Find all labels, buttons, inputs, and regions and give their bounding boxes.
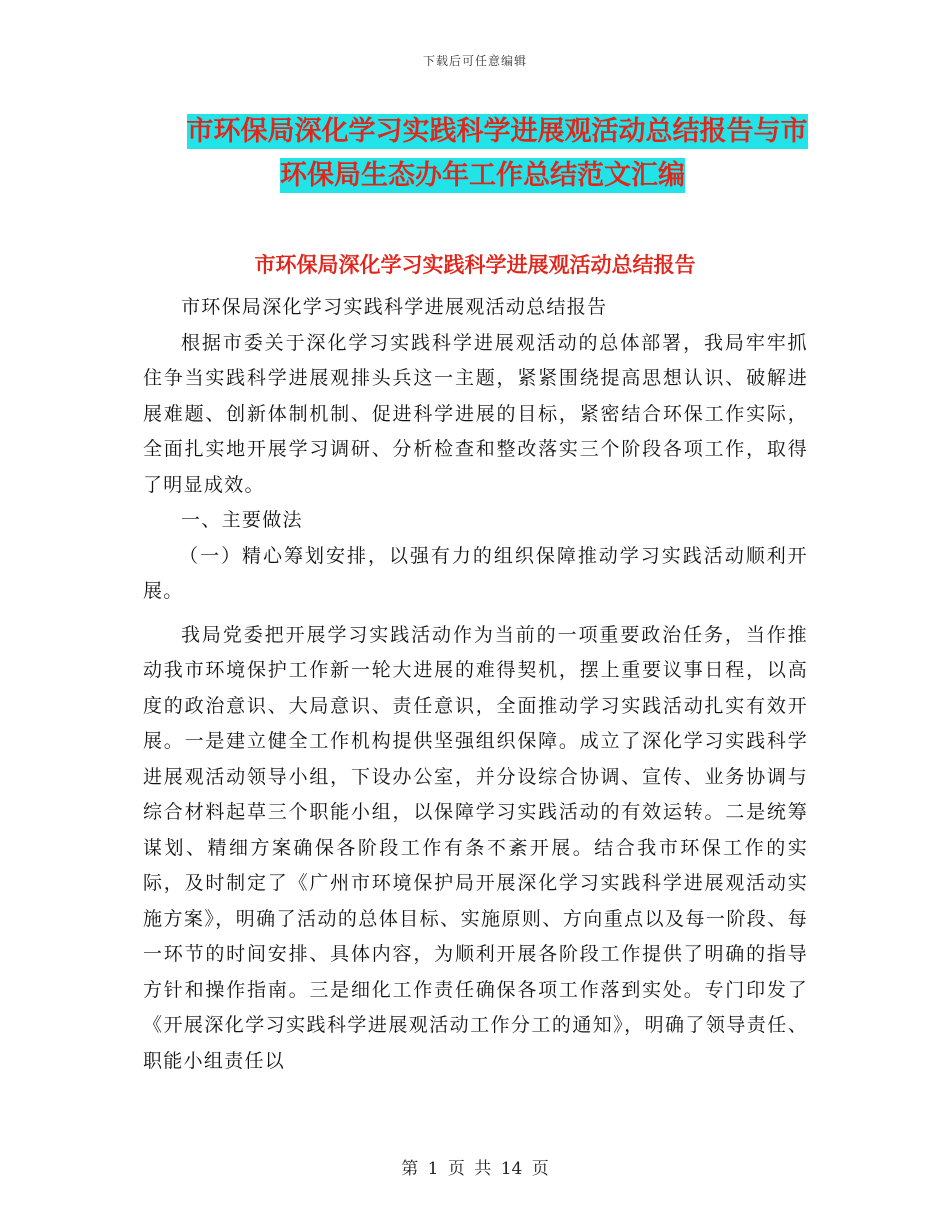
document-title-line-2 [0, 156, 950, 196]
page-header-note: 下载后可任意编辑 [422, 54, 527, 68]
paragraph-intro: 根据市委关于深化学习实践科学进展观活动的总体部署，我局牢牢抓住争当实践科学进展观排头兵这一主题，紧紧围绕提高思想认识、破解进展难题、创新体制机制、促进科学进展的目标，紧密结合环保工作实际，全面扎实地开展学习调研、分析检查和整改落实三个阶段各项工作，取得了明显成效。 [143, 331, 808, 496]
document-title-line-1-text: 市环保局深化学习实践科学进展观活动总结报告与市 [186, 116, 808, 147]
document-title-line-2-text: 环保局生态办年工作总结范文汇编 [280, 160, 685, 191]
paragraph-report-name: 市环保局深化学习实践科学进展观活动总结报告 [181, 296, 608, 318]
section-title: 市环保局深化学习实践科学进展观活动总结报告 [254, 253, 696, 277]
document-title-line-1 [0, 112, 950, 152]
paragraph-subheading-1: （一）精心筹划安排，以强有力的组织保障推动学习实践活动顺利开展。 [143, 544, 808, 602]
paragraph-body-1: 我局党委把开展学习实践活动作为当前的一项重要政治任务，当作推动我市环境保护工作新一轮大进展的难得契机，摆上重要议事日程，以高度的政治意识、大局意识、责任意识，全面推动学习实践活动扎实有效开展。一是建立健全工作机构提供坚强组织保障。成立了深化学习实践科学进展观活动领导小组，下设办公室，并分设综合协调、宣传、业务协调与综合材料起草三个职能小组，以保障学习实践活动的有效运转。二是统筹谋划、精细方案确保各阶段工作有条不紊开展。结合我市环保工作的实际，及时制定了《广州市环境保护局开展深化学习实践科学进展观活动实施方案》，明确了活动的总体目标、实施原则、方向重点以及每一阶段、每一环节的时间安排、具体内容，为顺利开展各阶段工作提供了明确的指导方针和操作指南。三是细化工作责任确保各项工作落到实处。专门印发了《开展深化学习实践科学进展观活动工作分工的通知》，明确了领导责任、职能小组责任以 [143, 623, 808, 1072]
page-number: 第 1 页 共 14 页 [401, 1159, 549, 1179]
body-text [143, 290, 808, 1079]
paragraph-heading-main-practices: 一、主要做法 [181, 509, 303, 531]
